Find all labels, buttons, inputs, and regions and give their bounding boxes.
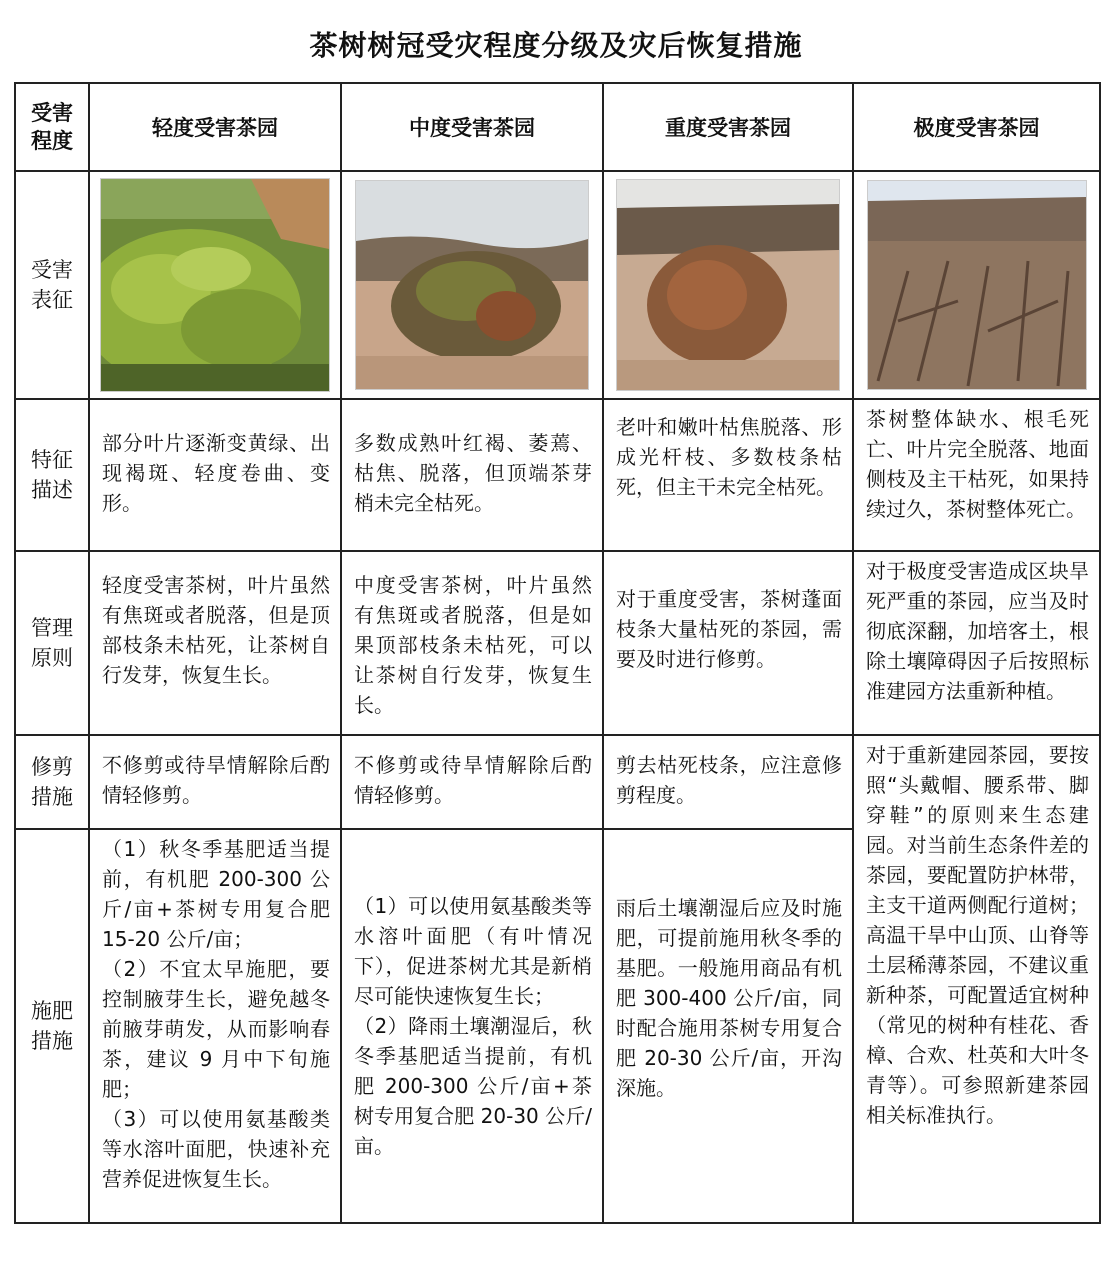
principle-severe: 对于重度受害，茶树蓬面枝条大量枯死的茶园，需要及时进行修剪。 (603, 551, 853, 735)
feature-label: 特征 描述 (15, 399, 89, 551)
header-mild: 轻度受害茶园 (89, 83, 341, 171)
pruning-label: 修剪 措施 (15, 735, 89, 829)
fertilizing-severe: 雨后土壤潮湿后应及时施肥，可提前施用秋冬季的基肥。一般施用商品有机肥 300-400 公斤/亩，同时配合施用茶树专用复合肥 20-30 公斤/亩，开沟深施。 (603, 829, 853, 1223)
symptom-label: 受害 表征 (15, 171, 89, 399)
feature-extreme: 茶树整体缺水、根毛死亡、叶片完全脱落、地面侧枝及主干枯死，如果持续过久，茶树整体死亡。 (853, 399, 1100, 551)
extreme-damage-photo (867, 180, 1087, 390)
feature-severe: 老叶和嫩叶枯焦脱落、形成光杆枝、多数枝条枯死，但主干未完全枯死。 (603, 399, 853, 551)
mild-damage-photo (100, 178, 330, 392)
header-row (15, 83, 1100, 171)
pruning-mild: 不修剪或待旱情解除后酌情轻修剪。 (89, 735, 341, 829)
photo-cell-severe (603, 171, 853, 399)
severe-damage-photo (616, 179, 840, 391)
pruning-moderate: 不修剪或待旱情解除后酌情轻修剪。 (341, 735, 603, 829)
feature-moderate: 多数成熟叶红褐、萎蔫、枯焦、脱落，但顶端茶芽梢未完全枯死。 (341, 399, 603, 551)
principle-row (15, 551, 1100, 735)
moderate-damage-photo (355, 180, 589, 390)
fertilizing-label: 施肥 措施 (15, 829, 89, 1223)
principle-mild: 轻度受害茶树，叶片虽然有焦斑或者脱落，但是顶部枝条未枯死，让茶树自行发芽，恢复生长。 (89, 551, 341, 735)
principle-label: 管理 原则 (15, 551, 89, 735)
header-severe: 重度受害茶园 (603, 83, 853, 171)
fertilizing-mild: （1）秋冬季基肥适当提前，有机肥 200-300 公斤/亩+茶树专用复合肥 15-20 公斤/亩； （2）不宜太早施肥，要控制腋芽生长，避免越冬前腋芽萌发，从而影响春茶，建议 9 月中下旬施肥； （3）可以使用氨基酸类等水溶叶面肥，快速补充营养促进恢复生长。 (89, 829, 341, 1223)
pruning-row (15, 735, 1100, 829)
pruning-severe: 剪去枯死枝条，应注意修剪程度。 (603, 735, 853, 829)
principle-extreme: 对于极度受害造成区块旱死严重的茶园，应当及时彻底深翻，加培客土，根除土壤障碍因子后按照标准建园方法重新种植。 (853, 551, 1100, 735)
recovery-table (14, 82, 1101, 1224)
header-moderate: 中度受害茶园 (341, 83, 603, 171)
principle-moderate: 中度受害茶树，叶片虽然有焦斑或者脱落，但是如果顶部枝条未枯死，可以让茶树自行发芽，恢复生长。 (341, 551, 603, 735)
page-title: 茶树树冠受灾程度分级及灾后恢复措施 (309, 29, 803, 62)
photo-cell-moderate (341, 171, 603, 399)
feature-row (15, 399, 1100, 551)
photo-cell-mild (89, 171, 341, 399)
feature-mild: 部分叶片逐渐变黄绿、出现褐斑、轻度卷曲、变形。 (89, 399, 341, 551)
fertilizing-moderate: （1）可以使用氨基酸类等水溶叶面肥（有叶情况下），促进茶树尤其是新梢尽可能快速恢复生长； （2）降雨土壤潮湿后，秋冬季基肥适当提前，有机肥 200-300 公斤/亩+茶树专用复合肥 20-30 公斤/亩。 (341, 829, 603, 1223)
header-extreme: 极度受害茶园 (853, 83, 1100, 171)
photo-cell-extreme (853, 171, 1100, 399)
symptom-row (15, 171, 1100, 399)
header-row-label: 受害 程度 (15, 83, 89, 171)
rebuild-extreme: 对于重新建园茶园，要按照“头戴帽、腰系带、脚穿鞋”的原则来生态建园。对当前生态条件差的茶园，要配置防护林带，主支干道两侧配行道树；高温干旱中山顶、山脊等土层稀薄茶园，不建议重新种茶，可配置适宜树种（常见的树种有桂花、香樟、合欢、杜英和大叶冬青等）。可参照新建茶园相关标准执行。 (853, 735, 1100, 1223)
